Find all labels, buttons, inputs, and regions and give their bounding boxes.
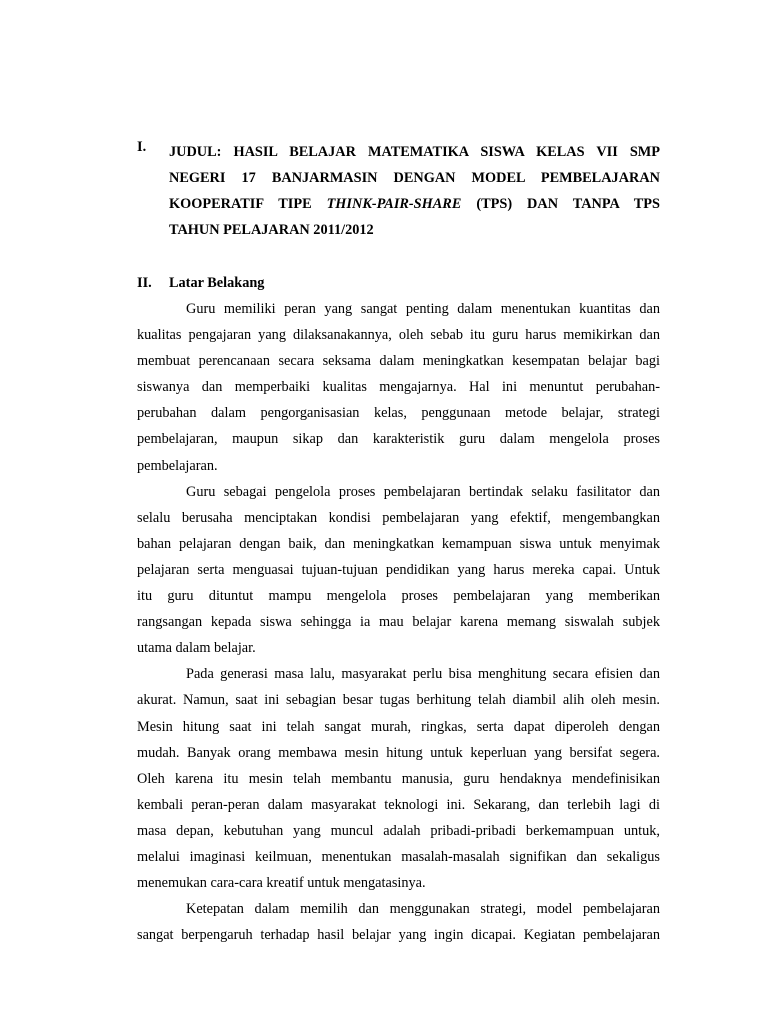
title-line: NEGERI 17 BANJARMASIN DENGAN MODEL PEMBELAJARAN <box>169 170 660 186</box>
paragraph-line: rangsangan kepada siswa sehingga ia mau belajar karena memang siswalah subjek <box>137 614 660 631</box>
title-line-3-italic: THINK-PAIR-SHARE <box>326 196 462 212</box>
title-line: TAHUN PELAJARAN 2011/2012 <box>169 222 374 238</box>
paragraph-line: Oleh karena itu mesin telah membantu manusia, guru hendaknya mendefinisikan <box>137 770 660 787</box>
paragraph <box>137 479 660 662</box>
paragraph-line: pelajaran serta menguasai tujuan-tujuan pendidikan yang harus mereka capai. Untuk <box>137 561 660 578</box>
paragraph-line: sangat berpengaruh terhadap hasil belajar yang ingin dicapai. Kegiatan pembelajaran <box>137 927 660 944</box>
section-2-number: II. <box>137 275 152 291</box>
paragraph-line: utama dalam belajar. <box>137 640 256 657</box>
section-1-title-block <box>137 139 660 243</box>
paragraph-line: masa depan, kebutuhan yang muncul adalah pribadi-pribadi berkemampuan untuk, <box>137 822 660 839</box>
paragraph-line: Guru sebagai pengelola proses pembelajaran bertindak selaku fasilitator dan <box>186 483 660 500</box>
paragraph-line: itu guru dituntut mampu mengelola proses pembelajaran yang memberikan <box>137 588 660 605</box>
paragraph-line: bahan pelajaran dengan baik, dan meningkatkan kemampuan siswa untuk menyimak <box>137 535 660 552</box>
paragraph-line: Pada generasi masa lalu, masyarakat perlu bisa menghitung secara efisien dan <box>186 666 660 683</box>
document-title <box>169 139 660 243</box>
paragraph <box>137 896 660 948</box>
title-line: JUDUL: HASIL BELAJAR MATEMATIKA SISWA KELAS VII SMP <box>169 144 660 160</box>
paragraph-line: pembelajaran, maupun sikap dan karakteristik guru dalam mengelola proses <box>137 431 660 448</box>
section-2-title: Latar Belakang <box>169 275 265 291</box>
paragraph-line: Guru memiliki peran yang sangat penting dalam menentukan kuantitas dan <box>186 301 660 317</box>
paragraph <box>137 296 660 479</box>
paragraph-line: membuat perencanaan secara seksama dalam meningkatkan kesempatan belajar bagi <box>137 353 660 370</box>
title-line-3-pre: KOOPERATIF TIPE <box>169 196 327 212</box>
paragraph-line: pembelajaran. <box>137 457 218 474</box>
title-line-3-post: (TPS) DAN TANPA TPS <box>461 196 660 212</box>
paragraph-line: Ketepatan dalam memilih dan menggunakan strategi, model pembelajaran <box>186 901 660 918</box>
paragraph-line: perubahan dalam pengorganisasian kelas, penggunaan metode belajar, strategi <box>137 405 660 422</box>
paragraph-line: mudah. Banyak orang membawa mesin hitung untuk keperluan yang bersifat segera. <box>137 744 660 761</box>
section-2-heading <box>137 270 660 296</box>
section-1-number: I. <box>137 139 147 155</box>
title-line <box>169 191 660 217</box>
paragraph-line: siswanya dan memperbaiki kualitas mengajarnya. Hal ini menuntut perubahan- <box>137 379 660 396</box>
paragraph-line: menemukan cara-cara kreatif untuk mengatasinya. <box>137 875 426 892</box>
paragraph-line: melalui imaginasi keilmuan, menentukan masalah-masalah signifikan dan sekaligus <box>137 848 660 865</box>
paragraph-line: kembali peran-peran dalam masyarakat teknologi ini. Sekarang, dan terlebih lagi di <box>137 796 660 813</box>
paragraph-line: akurat. Namun, saat ini sebagian besar tugas berhitung telah diambil alih oleh mesin. <box>137 692 660 709</box>
paragraph-line: Mesin hitung saat ini telah sangat murah, ringkas, serta dapat diperoleh dengan <box>137 718 660 735</box>
paragraph-line: selalu berusaha menciptakan kondisi pembelajaran yang efektif, mengembangkan <box>137 509 660 526</box>
paragraph-line: kualitas pengajaran yang dilaksanakannya, oleh sebab itu guru harus memikirkan dan <box>137 327 660 344</box>
section-2-body <box>137 296 660 948</box>
paragraph <box>137 661 660 896</box>
